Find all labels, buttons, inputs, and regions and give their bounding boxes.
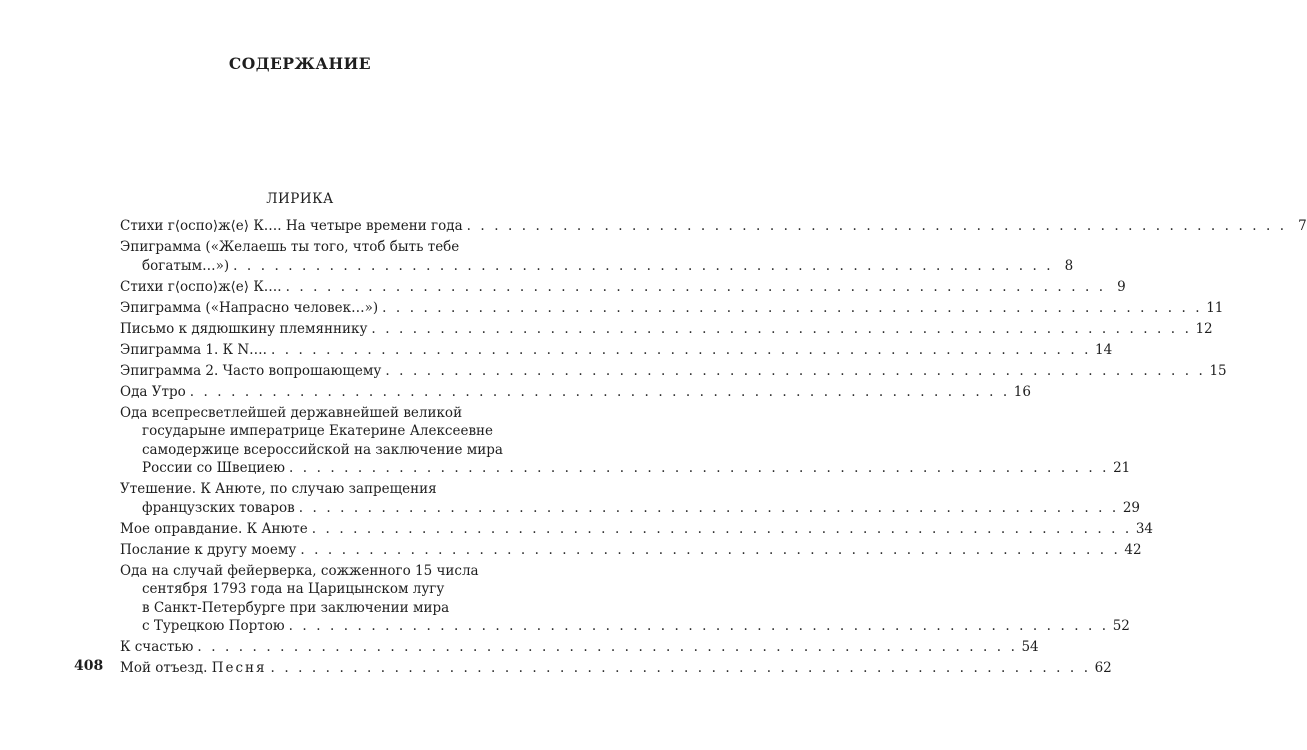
toc-page-number: 11 bbox=[1206, 299, 1224, 316]
toc-entry-line: в Санкт-Петербурге при заключении мира bbox=[142, 599, 450, 616]
toc-page-number: 42 bbox=[1124, 541, 1142, 558]
toc-entry-title: Стихи г⟨оспо⟩ж⟨е⟩ К…. На четыре времени года bbox=[120, 218, 463, 234]
toc-entry-subtitle: Песня bbox=[211, 660, 267, 676]
toc-entry bbox=[120, 341, 1113, 360]
toc-entry-title: Послание к другу моему bbox=[120, 541, 297, 558]
toc-page-number: 29 bbox=[1122, 499, 1141, 516]
toc-entry-title: французских товаров bbox=[142, 499, 295, 516]
toc-entry bbox=[120, 362, 1227, 381]
toc-entry bbox=[120, 217, 1307, 236]
toc-entry-title: с Турецкою Портою bbox=[142, 618, 285, 634]
dot-leader: . . . . . . . . . . . . . . . . . . . . . . . . . . . . . . . . . . . . . . . . . . . . . . . . . . . . . . . . . . . . bbox=[189, 383, 1010, 400]
dot-leader: . . . . . . . . . . . . . . . . . . . . . . . . . . . . . . . . . . . . . . . . . . . . . . . . . . . . . . . . . . . . bbox=[285, 278, 1106, 295]
dot-leader: . . . . . . . . . . . . . . . . . . . . . . . . . . . . . . . . . . . . . . . . . . . . . . . . . . . . . . . . . . . . bbox=[466, 218, 1287, 234]
dot-leader: . . . . . . . . . . . . . . . . . . . . . . . . . . . . . . . . . . . . . . . . . . . . . . . . . . . . . . . . . . . . bbox=[382, 299, 1203, 316]
toc-entry bbox=[120, 520, 1153, 539]
toc-entry-line: Утешение. К Анюте, по случаю запрещения bbox=[120, 481, 437, 497]
toc-page-number: 52 bbox=[1112, 618, 1130, 634]
toc-page-number: 12 bbox=[1195, 320, 1213, 337]
toc-entry-title: богатым…») bbox=[142, 257, 230, 274]
dot-leader: . . . . . . . . . . . . . . . . . . . . . . . . . . . . . . . . . . . . . . . . . . . . . . . . . . . . . . . . . . . . bbox=[311, 520, 1132, 537]
dot-leader: . . . . . . . . . . . . . . . . . . . . . . . . . . . . . . . . . . . . . . . . . . . . . . . . . . . . . . . . . . . . bbox=[300, 541, 1121, 558]
toc-entry bbox=[120, 404, 1131, 478]
toc-entry bbox=[120, 638, 1039, 657]
toc-entry bbox=[120, 541, 1142, 560]
toc-page-number: 54 bbox=[1021, 639, 1039, 655]
page-number: 408 bbox=[74, 658, 104, 674]
toc-entry bbox=[120, 480, 1141, 517]
toc-page-number: 21 bbox=[1113, 460, 1131, 476]
toc-entry bbox=[120, 278, 1126, 297]
page-title: СОДЕРЖАНИЕ bbox=[228, 54, 372, 73]
toc-entry-title: Эпиграмма 1. К N…. bbox=[120, 341, 267, 358]
toc-entry-line: Ода всепресветлейшей державнейшей великой bbox=[120, 404, 463, 421]
dot-leader: . . . . . . . . . . . . . . . . . . . . . . . . . . . . . . . . . . . . . . . . . . . . . . . . . . . . . . . . . . . . bbox=[298, 499, 1119, 516]
dot-leader: . . . . . . . . . . . . . . . . . . . . . . . . . . . . . . . . . . . . . . . . . . . . . . . . . . . . . . . . . . . . bbox=[270, 341, 1092, 358]
toc-entry-line: сентября 1793 года на Царицынском лугу bbox=[142, 581, 445, 597]
toc-page-number: 14 bbox=[1095, 341, 1113, 358]
toc-entry bbox=[120, 320, 1213, 339]
toc-page-number: 9 bbox=[1117, 278, 1126, 295]
dot-leader: . . . . . . . . . . . . . . . . . . . . . . . . . . . . . . . . . . . . . . . . . . . . . . . . . . . . . . . . . . . . bbox=[197, 639, 1018, 655]
dot-leader: . . . . . . . . . . . . . . . . . . . . . . . . . . . . . . . . . . . . . . . . . . . . . . . . . . . . . . . . . . . . bbox=[289, 460, 1110, 476]
toc-entry bbox=[120, 659, 1112, 678]
dot-leader: . . . . . . . . . . . . . . . . . . . . . . . . . . . . . . . . . . . . . . . . . . . . . . . . . . . . . . . . . . . . bbox=[371, 320, 1192, 337]
toc-page-number: 7 bbox=[1298, 218, 1307, 234]
toc-page-number: 8 bbox=[1064, 257, 1074, 274]
toc-entry-title: Мой отъезд. bbox=[120, 660, 208, 676]
toc-entry-line: Ода на случай фейерверка, сожженного 15 числа bbox=[120, 562, 479, 579]
toc-entry bbox=[120, 383, 1031, 402]
toc-entry-title: Эпиграмма 2. Часто вопрошающему bbox=[120, 362, 382, 379]
toc-entry-title: Эпиграмма («Напрасно человек…») bbox=[120, 299, 379, 316]
toc-entry-line: государыне императрице Екатерине Алексеевне bbox=[142, 423, 494, 439]
toc-entry-line: Эпиграмма («Желаешь ты того, чтоб быть тебе bbox=[120, 239, 460, 255]
toc-entry bbox=[120, 562, 1130, 636]
section-heading: ЛИРИКА bbox=[266, 191, 334, 207]
toc-entry-title: К счастью bbox=[120, 639, 194, 655]
toc-page-number: 62 bbox=[1094, 660, 1112, 676]
toc-entry-title: Мое оправдание. К Анюте bbox=[120, 520, 308, 537]
dot-leader: . . . . . . . . . . . . . . . . . . . . . . . . . . . . . . . . . . . . . . . . . . . . . . . . . . . . . . . . . . . . bbox=[233, 257, 1054, 274]
toc-entry-title: Стихи г⟨оспо⟩ж⟨е⟩ К…. bbox=[120, 278, 282, 295]
toc-page-number: 34 bbox=[1135, 520, 1153, 537]
toc-page-number: 15 bbox=[1209, 362, 1227, 379]
toc-entry-title: Письмо к дядюшкину племяннику bbox=[120, 320, 368, 337]
toc-page-number: 16 bbox=[1013, 383, 1031, 400]
toc-entry-title: России со Швециею bbox=[142, 460, 286, 476]
dot-leader: . . . . . . . . . . . . . . . . . . . . . . . . . . . . . . . . . . . . . . . . . . . . . . . . . . . . . . . . . . . . bbox=[385, 362, 1206, 379]
toc-entry-line: самодержице всероссийской на заключение мира bbox=[142, 441, 503, 458]
toc-entry bbox=[120, 299, 1224, 318]
table-of-contents bbox=[120, 217, 1307, 680]
toc-entry bbox=[120, 238, 1074, 275]
dot-leader: . . . . . . . . . . . . . . . . . . . . . . . . . . . . . . . . . . . . . . . . . . . . . . . . . . . . . . . . . . . . bbox=[288, 618, 1109, 634]
toc-entry-title: Ода Утро bbox=[120, 383, 186, 400]
dot-leader: . . . . . . . . . . . . . . . . . . . . . . . . . . . . . . . . . . . . . . . . . . . . . . . . . . . . . . . . . . . . bbox=[270, 660, 1091, 676]
